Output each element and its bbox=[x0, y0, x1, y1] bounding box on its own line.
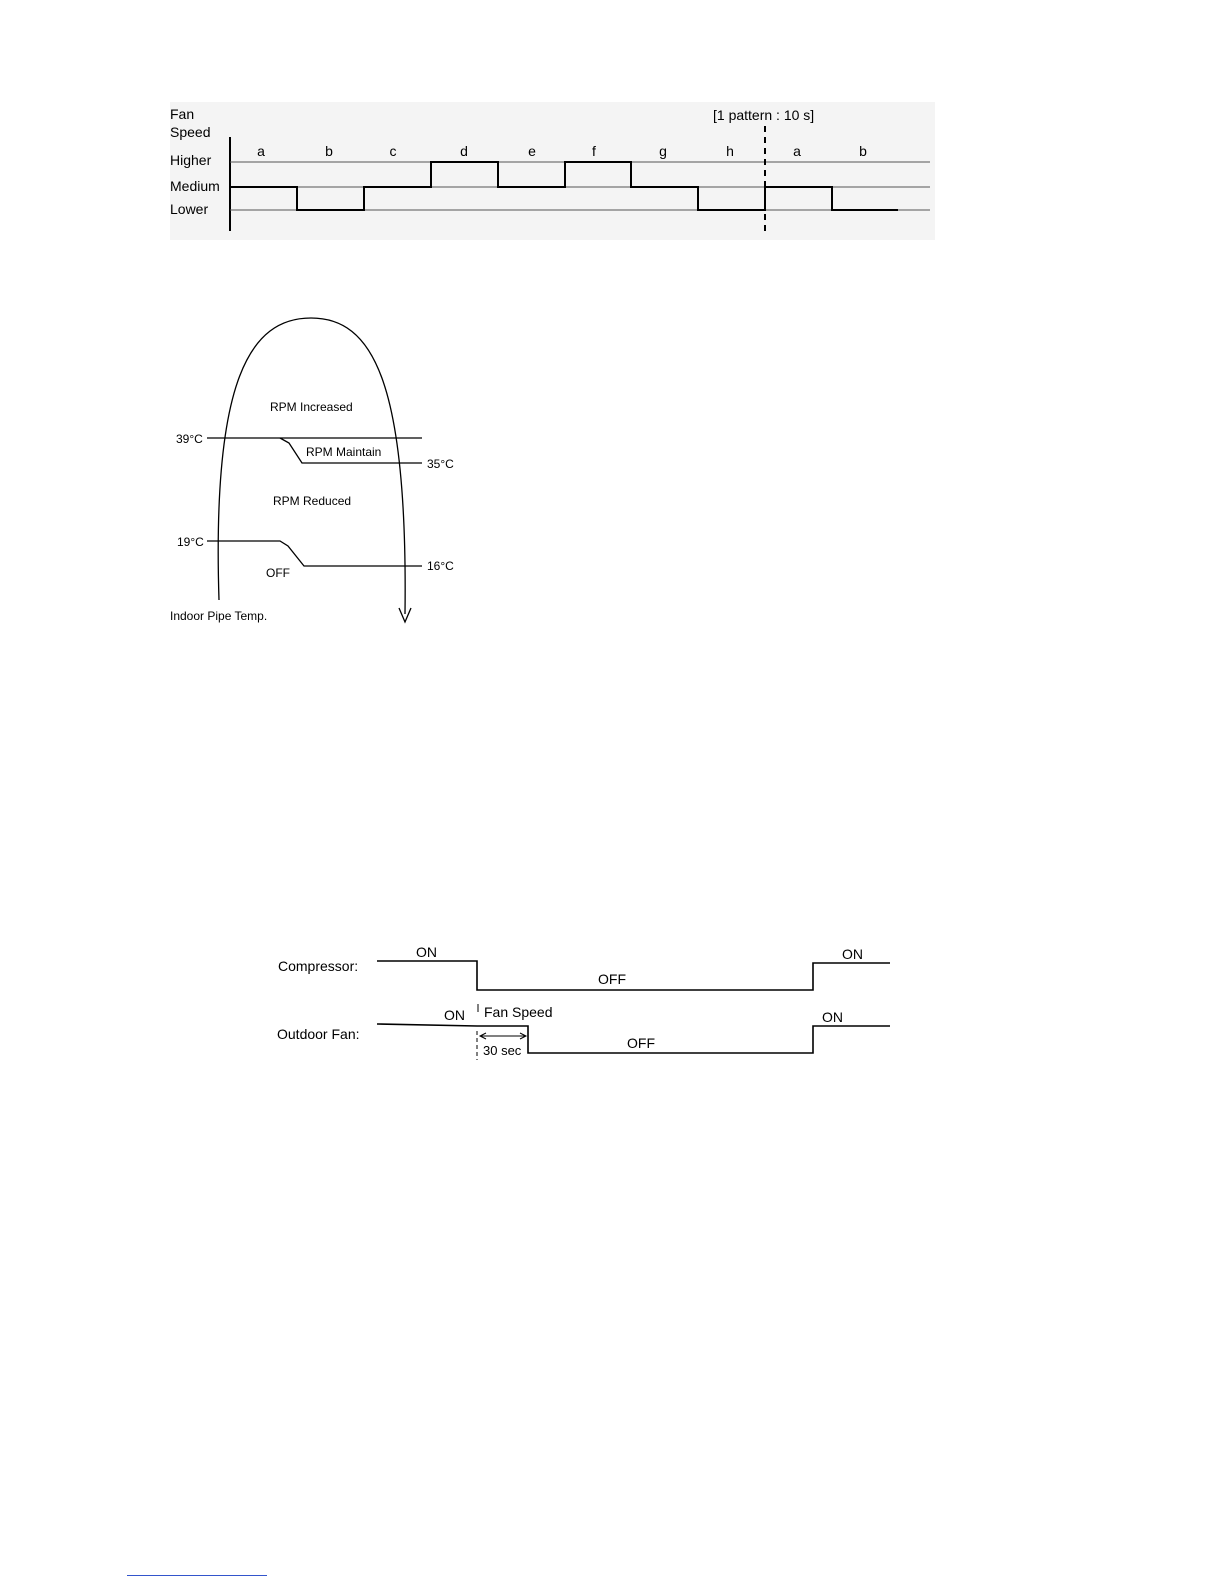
compressor-on-label-1: ON bbox=[416, 944, 437, 960]
threshold-line-19-16 bbox=[207, 541, 422, 566]
fan-on-label-2: ON bbox=[822, 1009, 843, 1025]
compressor-waveform bbox=[377, 961, 890, 990]
segment-label-f: f bbox=[592, 143, 596, 159]
temp-39-label: 39°C bbox=[176, 432, 203, 446]
indoor-pipe-temp-label: Indoor Pipe Temp. bbox=[170, 609, 268, 623]
pipe-temp-diagram bbox=[170, 318, 454, 623]
segment-label-d: d bbox=[460, 143, 468, 159]
segment-label-c: c bbox=[389, 143, 397, 159]
compressor-label: Compressor: bbox=[278, 958, 359, 974]
fan-pattern-background bbox=[170, 102, 935, 240]
fan-speed-label: Fan Speed bbox=[484, 1004, 553, 1020]
segment-label-h: h bbox=[726, 143, 734, 159]
timing-diagram bbox=[277, 944, 890, 1060]
segment-label-b: b bbox=[325, 143, 333, 159]
temperature-arc bbox=[218, 318, 405, 614]
segment-label-e: e bbox=[528, 143, 536, 159]
segment-label-a2: a bbox=[793, 143, 801, 159]
level-label-lower: Lower bbox=[170, 201, 209, 217]
temp-35-label: 35°C bbox=[427, 457, 454, 471]
segment-label-a: a bbox=[257, 143, 265, 159]
footer-rule bbox=[127, 1575, 267, 1576]
zone-off: OFF bbox=[266, 566, 290, 580]
delay-label: 30 sec bbox=[483, 1043, 522, 1058]
segment-label-b2: b bbox=[859, 143, 867, 159]
zone-rpm-increased: RPM Increased bbox=[270, 400, 353, 414]
zone-rpm-maintain: RPM Maintain bbox=[306, 445, 382, 459]
fan-off-label: OFF bbox=[627, 1035, 655, 1051]
pattern-note: [1 pattern : 10 s] bbox=[713, 107, 815, 123]
fan-axis-title-2: Speed bbox=[170, 124, 211, 140]
temp-19-label: 19°C bbox=[177, 535, 204, 549]
fan-pattern-diagram bbox=[170, 102, 935, 240]
compressor-off-label: OFF bbox=[598, 971, 626, 987]
level-label-medium: Medium bbox=[170, 178, 220, 194]
fan-on-label-1: ON bbox=[444, 1007, 465, 1023]
fan-axis-title-1: Fan bbox=[170, 106, 195, 122]
outdoor-fan-label: Outdoor Fan: bbox=[277, 1026, 360, 1042]
level-label-higher: Higher bbox=[170, 152, 212, 168]
compressor-on-label-2: ON bbox=[842, 946, 863, 962]
segment-label-g: g bbox=[659, 143, 667, 159]
temp-16-label: 16°C bbox=[427, 559, 454, 573]
zone-rpm-reduced: RPM Reduced bbox=[273, 494, 352, 508]
